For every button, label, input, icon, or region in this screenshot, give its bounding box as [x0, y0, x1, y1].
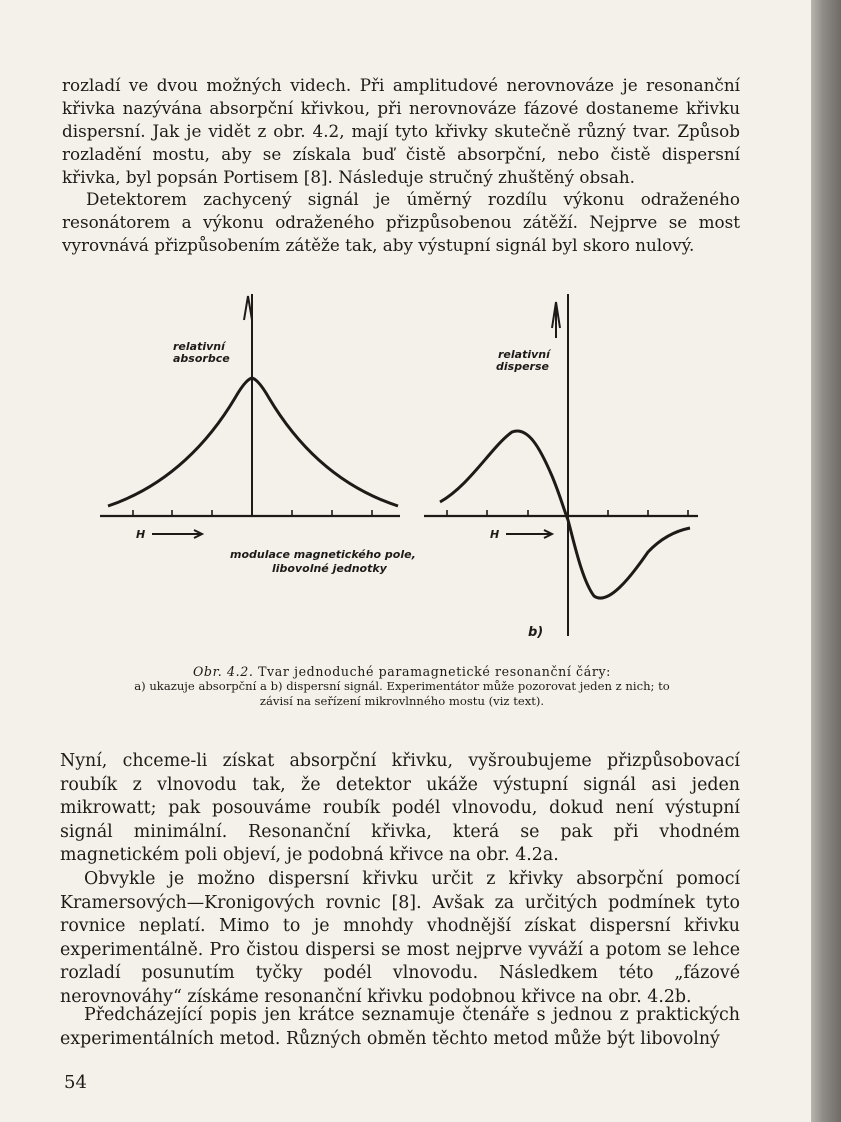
panel-b-ylabel-line1: relativní	[498, 348, 550, 361]
figure-caption	[62, 664, 742, 709]
panel-a-xaxis-line2: libovolné jednotky	[272, 562, 387, 575]
figure-panel-a	[100, 294, 400, 538]
panel-b-ylabel-line2: disperse	[496, 360, 549, 373]
panel-a-ylabel-line1: relativní	[173, 340, 225, 353]
caption-line-1-text: Tvar jednoduché paramagnetické resonanční čáry:	[258, 664, 612, 679]
paragraph-4: Obvykle je možno dispersní křivku určit z křivky absorpční pomocí Kramersových—Kronigových rovnic [8]. Avšak za určitých podmínek tyto rovnice neplatí. Mimo to je mnohdy vhodnější získat dispersní křivku experimentálně. Pro čistou dispersi se most nejprve vyváží a potom se lehce rozladí posunutím tyčky podél vlnovodu. Následkem této „fázové nerovnováhy“ získáme resonanční křivku podobnou křivce na obr. 4.2b.	[60, 869, 740, 1007]
paragraph-3: Nyní, chceme-li získat absorpční křivku, vyšroubujeme přizpůsobovací roubík z vlnovodu tak, že detektor ukáže výstupní signál asi jeden mikrowatt; pak posouváme roubík podél vlnovodu, dokud není výstupní signál minimální. Resonanční křivka, která se pak při vhodném magnetickém poli objeví, je podobná křivce na obr. 4.2a.	[60, 751, 740, 865]
panel-a-xlabel: H	[136, 528, 146, 541]
panel-b-xlabel: H	[490, 528, 500, 541]
figure-4-2	[0, 280, 841, 660]
panel-a-h-arrow	[152, 530, 202, 538]
caption-line-1	[62, 664, 742, 679]
panel-b-h-arrow	[506, 530, 552, 538]
caption-line-2: a) ukazuje absorpční a b) dispersní signál. Experimentátor může pozorovat jeden z nich; to	[134, 679, 670, 693]
panel-a-y-arrow	[244, 296, 252, 320]
paragraph-2: Detektorem zachycený signál je úměrný rozdílu výkonu odraženého resonátorem a výkonu odraženého přizpůsobenou zátěží. Nejprve se most vyrovnává přizpůsobením zátěže tak, aby výstupní signál byl skoro nulový.	[62, 189, 740, 255]
panel-a-xaxis-line1: modulace magnetického pole,	[230, 548, 416, 561]
figure-panel-b	[424, 294, 698, 636]
caption-fig-ref: Obr. 4.2.	[192, 664, 254, 679]
panel-a-ylabel-line2: absorbce	[173, 352, 230, 365]
paragraph-1: rozladí ve dvou možných videch. Při amplitudové nerovnováze je resonanční křivka nazývána absorpční křivkou, při nerovnováze fázové dostaneme křivku dispersní. Jak je vidět z obr. 4.2, mají tyto křivky skutečně různý tvar. Způsob rozladění mostu, aby se získala buď čistě absorpční, nebo čistě dispersní křivka, byl popsán Portisem [8]. Následuje stručný zhuštěný obsah.	[62, 75, 740, 187]
paragraph-5: Předcházející popis jen krátce seznamuje čtenáře s jednou z praktických experimentálních metod. Různých obměn těchto metod může být libovolný	[60, 1005, 740, 1049]
panel-b-dispersion-curve	[440, 431, 690, 598]
panel-b-label: b)	[528, 625, 544, 640]
page-number: 54	[64, 1072, 87, 1093]
caption-line-3: závisí na seřízení mikrovlnného mostu (viz text).	[259, 694, 545, 708]
